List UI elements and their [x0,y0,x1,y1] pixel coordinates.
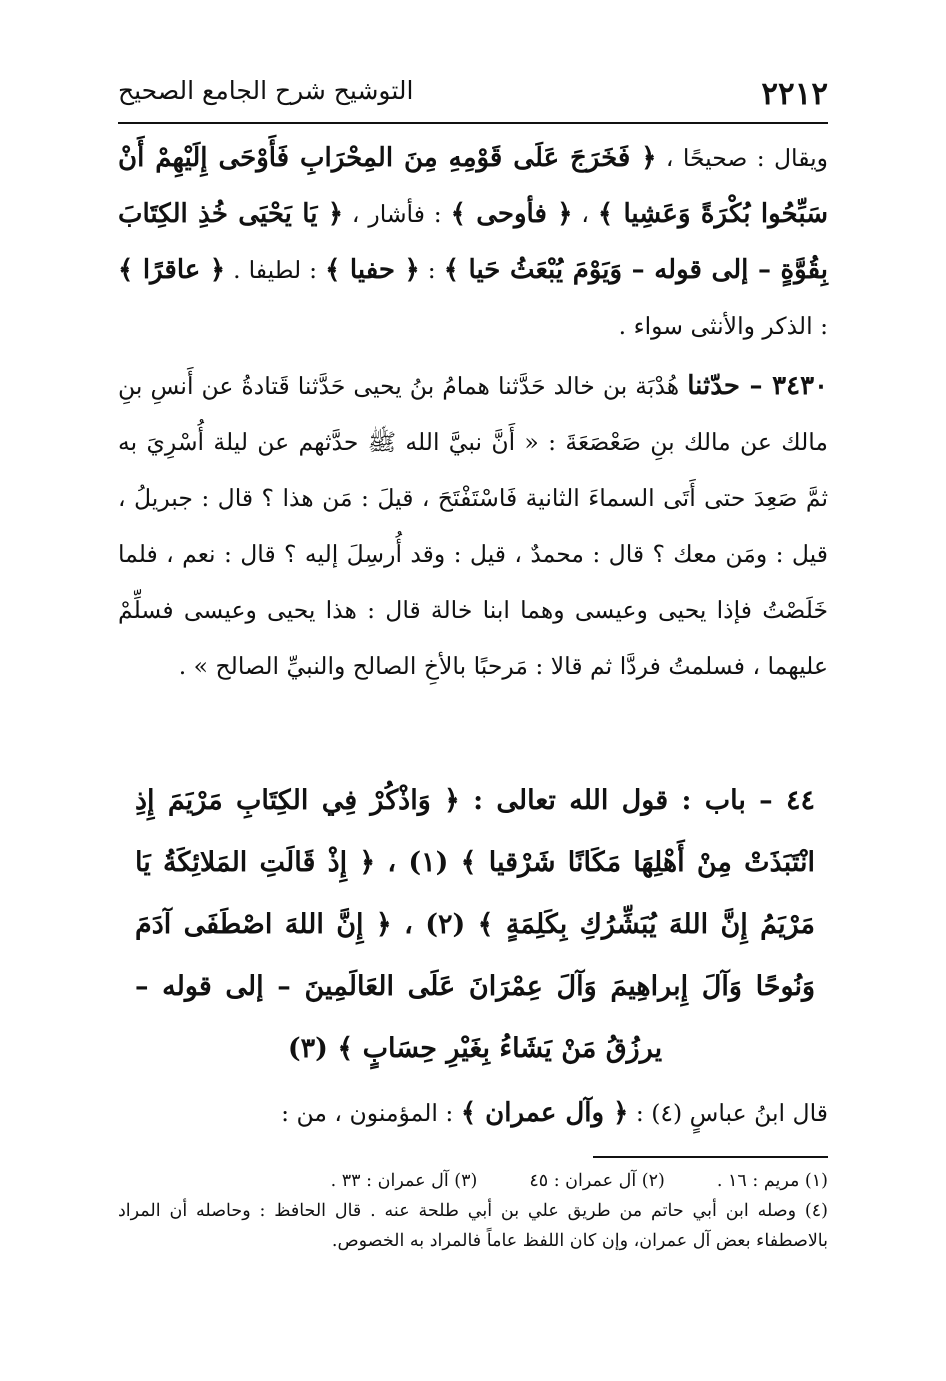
text-run: : [419,256,436,284]
chapter-title: ٤٤ – باب : قول الله تعالى : [459,785,815,816]
quran-quote: ﴿ فَخَرَجَ عَلَى قَوْمِهِ مِنَ المِحْرَابِ فَأَوْحَى إِلَيْهِمْ أَنْ سَبِّحُوا بُكْرَةً وَعَشِيا ﴾ [118,143,828,229]
paragraph-commentary [118,130,828,354]
page-header [118,62,828,122]
chapter-heading [135,770,815,1080]
text-run: : [628,1099,644,1127]
header-divider [118,122,828,124]
quran-quote: ﴿ وآل عمران ﴾ [460,1098,629,1128]
text-run: ويقال : صحيحًا ، [656,144,828,172]
hadith-lead: – حدّثنا [687,371,773,401]
paragraph-hadith [118,358,828,694]
text-run: : لطيفا . [225,256,318,284]
quran-quote: ﴿ إِذْ قَالَتِ المَلائِكَةُ يَا مَرْيَمُ إِنَّ اللهَ يُبَشِّرُكِ بِكَلِمَةٍ ﴾ [135,847,816,940]
quran-quote: ﴿ حفيا ﴾ [325,255,420,285]
text-run: : فأشار ، [343,200,442,228]
footnote-2: (٢) آل عمران : ٤٥ [529,1171,665,1191]
text-run: قال ابنُ عباسٍ [682,1099,828,1127]
quran-quote: ﴿ وَاذْكُرْ فِي الكِتَابِ مَرْيَمَ إِذِ انْتَبَذَتْ مِنْ أَهْلِهَا مَكَانًا شَرْقيا ﴾ [135,785,816,878]
main-text [118,130,828,694]
quran-quote: ﴿ عاقرًا ﴾ [118,255,226,285]
quran-quote: ﴿ يَا يَحْيَى خُذِ الكِتَابَ بِقُوَّةٍ – إلى قوله – وَيَوْمَ يُبْعَثُ حَيا ﴾ [118,199,828,285]
page-number: ٢٢١٢ [761,76,828,112]
running-title: التوشيح شرح الجامع الصحيح [118,76,414,105]
footnote-row [118,1166,828,1196]
footnote-ref: (١) ، [375,847,449,878]
hadith-number: ٣٤٣٠ [772,371,828,401]
footnote-1: (١) مريم : ١٦ . [716,1171,828,1191]
footnote-ref: (٣) [287,1033,328,1064]
hadith-text: هُدْبَة بن خالد حَدَّثنا همامُ بنُ يحيى حَدَّثنا قَتادةُ عن أَنسِ بنِ مالك عن مالك بنِ صَعْصَعَةَ : « أَنَّ نبيَّ الله ﷺ حدَّثهم عن ليلة أُسْرِيَ به ثمَّ صَعِدَ حتى أَتَى السماءَ الثانية فَاسْتَفْتَحَ ، قيلَ : مَن هذا ؟ قال : جبريلُ ، قيل : ومَن معك ؟ قال : محمدٌ ، قيل : وقد أُرسِلَ إليه ؟ قال : نعم ، فلما خَلَصْتُ فإذا يحيى وعيسى وهما ابنا خالة قال : هذا يحيى وعيسى فسلِّمْ عليهما ، فسلمتُ فردَّا ثم قالا : مَرحبًا بالأخِ الصالح والنبيِّ الصالح » . [118,372,828,680]
quran-quote: ﴿ إِنَّ اللهَ اصْطَفَى آدَمَ وَنُوحًا وَآلَ إِبراهِيمَ وَآلَ عِمْرَانَ عَلَى العَالَمِينَ – إلى قوله – يرزُقُ مَنْ يَشَاءُ بِغَيْرِ حِسَابٍ ﴾ [135,909,815,1064]
footnote-3: (٣) آل عمران : ٣٣ . [330,1171,478,1191]
footnote-4: (٤) وصله ابن أبي حاتم من طريق علي بن أبي طلحة عنه . قال الحافظ : وحاصله أن المراد بالاصطفاء بعض آل عمران، وإن كان اللفظ عاماً فالمراد به الخصوص. [118,1201,828,1251]
text-run: : الذكر والأنثى سواء . [618,312,828,340]
footnotes [118,1166,828,1256]
footnote-ref: (٤) [651,1099,683,1127]
text-run: : المؤمنون ، من : [281,1099,454,1127]
text-run: ، [572,200,589,228]
footnote-divider [593,1156,828,1158]
footnote-ref: (٢) ، [391,909,466,940]
quran-quote: ﴿ فأوحى ﴾ [450,199,573,229]
commentary-line [118,1085,828,1141]
